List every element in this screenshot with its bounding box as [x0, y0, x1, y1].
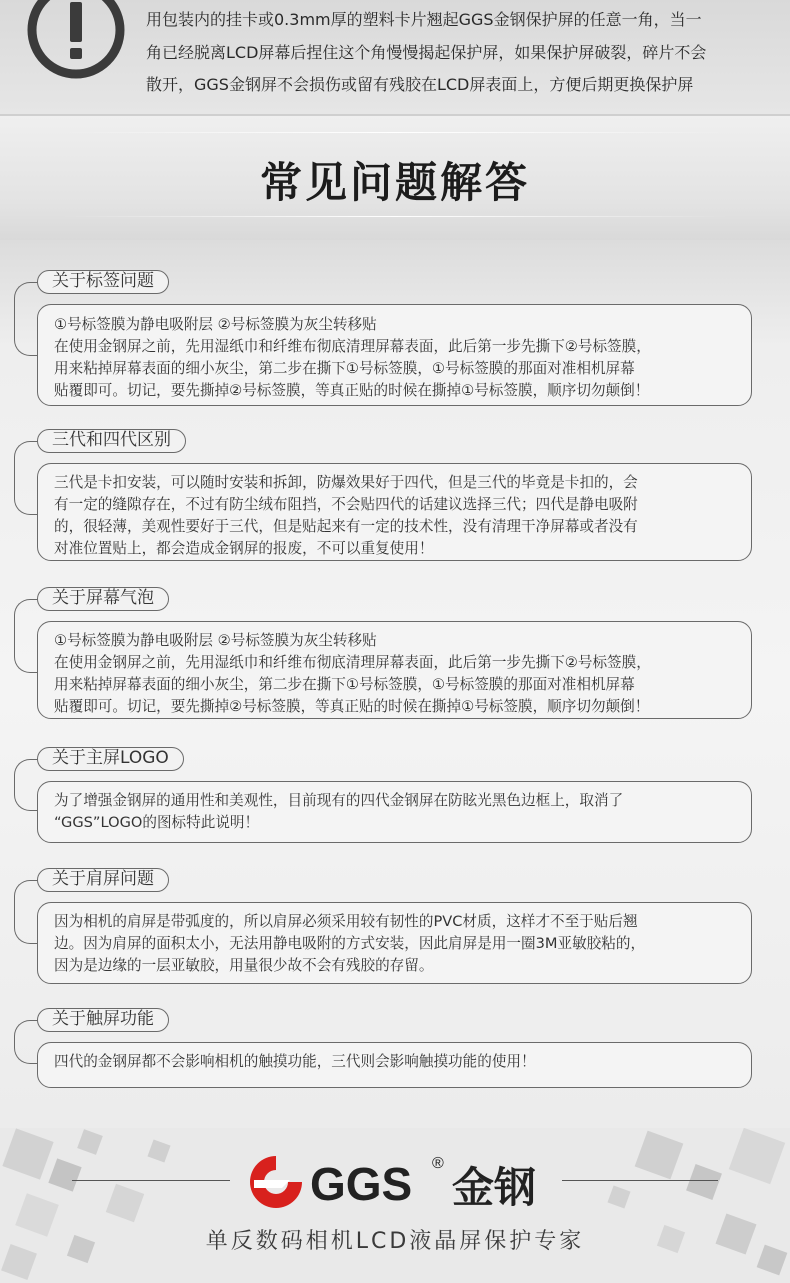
decor-square	[106, 1184, 144, 1222]
faq-line: ①号标签膜为静电吸附层 ②号标签膜为灰尘转移贴	[54, 316, 377, 333]
faq-line: 因为是边缘的一层亚敏胶，用量很少故不会有残胶的存留。	[54, 957, 434, 974]
faq-line: 三代是卡扣安装，可以随时安装和拆卸，防爆效果好于四代，但是三代的毕竟是卡扣的，会	[54, 474, 638, 491]
divider	[60, 216, 730, 217]
faq-line: 因为相机的肩屏是带弧度的，所以肩屏必须采用较有韧性的PVC材质，这样才不至于贴后翘	[54, 913, 638, 930]
faq-line: “GGS”LOGO的图标特此说明！	[54, 814, 260, 831]
decor-square	[635, 1131, 684, 1180]
faq-answer	[37, 1042, 752, 1088]
faq-line: ①号标签膜为静电吸附层 ②号标签膜为灰尘转移贴	[54, 632, 377, 649]
divider	[60, 132, 730, 133]
faq-line: 贴覆即可。切记，要先撕掉②号标签膜，等真正贴的时候在撕掉①号标签膜，顺序切勿颠倒！	[54, 382, 650, 399]
faq-tag: 三代和四代区别	[37, 429, 186, 453]
decor-square	[147, 1139, 170, 1162]
faq-answer	[37, 463, 752, 561]
faq-line: 为了增强金钢屏的通用性和美观性，目前现有的四代金钢屏在防眩光黑色边框上，取消了	[54, 792, 624, 809]
faq-line: 有一定的缝隙存在，不过有防尘绒布阻挡，不会贴四代的话建议选择三代；四代是静电吸附	[54, 496, 638, 513]
heading-band	[0, 116, 790, 240]
faq-line: 在使用金钢屏之前，先用湿纸巾和纤维布彻底清理屏幕表面，此后第一步先撕下②号标签膜，	[54, 338, 651, 355]
decor-square	[686, 1164, 722, 1200]
divider	[562, 1180, 718, 1181]
notice-band	[0, 0, 790, 114]
faq-line: 对准位置贴上，都会造成金钢屏的报废，不可以重复使用！	[54, 540, 434, 557]
faq-line: 边。因为肩屏的面积太小，无法用静电吸附的方式安装，因此肩屏是用一圈3M亚敏胶粘的，	[54, 935, 646, 952]
decor-square	[77, 1129, 103, 1155]
faq-line: 用来粘掉屏幕表面的细小灰尘，第二步在撕下①号标签膜，①号标签膜的那面对准相机屏幕	[54, 676, 635, 693]
faq-line: 贴覆即可。切记，要先撕掉②号标签膜，等真正贴的时候在撕掉①号标签膜，顺序切勿颠倒！	[54, 698, 650, 715]
faq-tag: 关于触屏功能	[37, 1008, 169, 1032]
faq-tag: 关于屏幕气泡	[37, 587, 169, 611]
faq-line: 四代的金钢屏都不会影响相机的触摸功能，三代则会影响触摸功能的使用！	[54, 1053, 536, 1070]
footer	[0, 1128, 790, 1283]
slogan: 单反数码相机LCD液晶屏保护专家	[205, 1229, 585, 1254]
faq-answer	[37, 304, 752, 406]
faq-line: 的，很轻薄，美观性要好于三代，但是贴起来有一定的技术性，没有清理干净屏幕或者没有	[54, 518, 638, 535]
logo-text: GGS	[310, 1158, 413, 1210]
faq-section	[0, 240, 790, 1128]
page-title: 常见问题解答	[259, 158, 530, 207]
ggs-logo	[246, 1150, 546, 1214]
faq-answer	[37, 902, 752, 984]
decor-square	[48, 1158, 81, 1191]
faq-answer	[37, 781, 752, 843]
notice-line: 用包装内的挂卡或0.3mm厚的塑料卡片翘起GGS金钢保护屏的任意一角，当一	[146, 10, 702, 29]
notice-text	[146, 4, 776, 102]
faq-line: 用来粘掉屏幕表面的细小灰尘，第二步在撕下①号标签膜，①号标签膜的那面对准相机屏幕	[54, 360, 635, 377]
faq-tag: 关于肩屏问题	[37, 868, 169, 892]
logo-cn-text: 金钢	[452, 1163, 537, 1212]
registered-mark: ®	[432, 1155, 444, 1172]
notice-line: 角已经脱离LCD屏幕后捏住这个角慢慢揭起保护屏，如果保护屏破裂，碎片不会	[146, 42, 707, 62]
decor-square	[607, 1185, 630, 1208]
exclamation-icon	[26, 0, 126, 80]
faq-tag: 关于标签问题	[37, 270, 169, 294]
faq-tag: 关于主屏LOGO	[37, 747, 184, 771]
faq-answer	[37, 621, 752, 719]
divider	[72, 1180, 230, 1181]
decor-square	[2, 1128, 53, 1179]
ggs-emblem-icon	[250, 1156, 302, 1208]
decor-square	[729, 1128, 785, 1184]
faq-line: 在使用金钢屏之前，先用湿纸巾和纤维布彻底清理屏幕表面，此后第一步先撕下②号标签膜，	[54, 654, 651, 671]
notice-line: 散开，GGS金钢屏不会损伤或留有残胶在LCD屏表面上，方便后期更换保护屏	[146, 75, 694, 94]
